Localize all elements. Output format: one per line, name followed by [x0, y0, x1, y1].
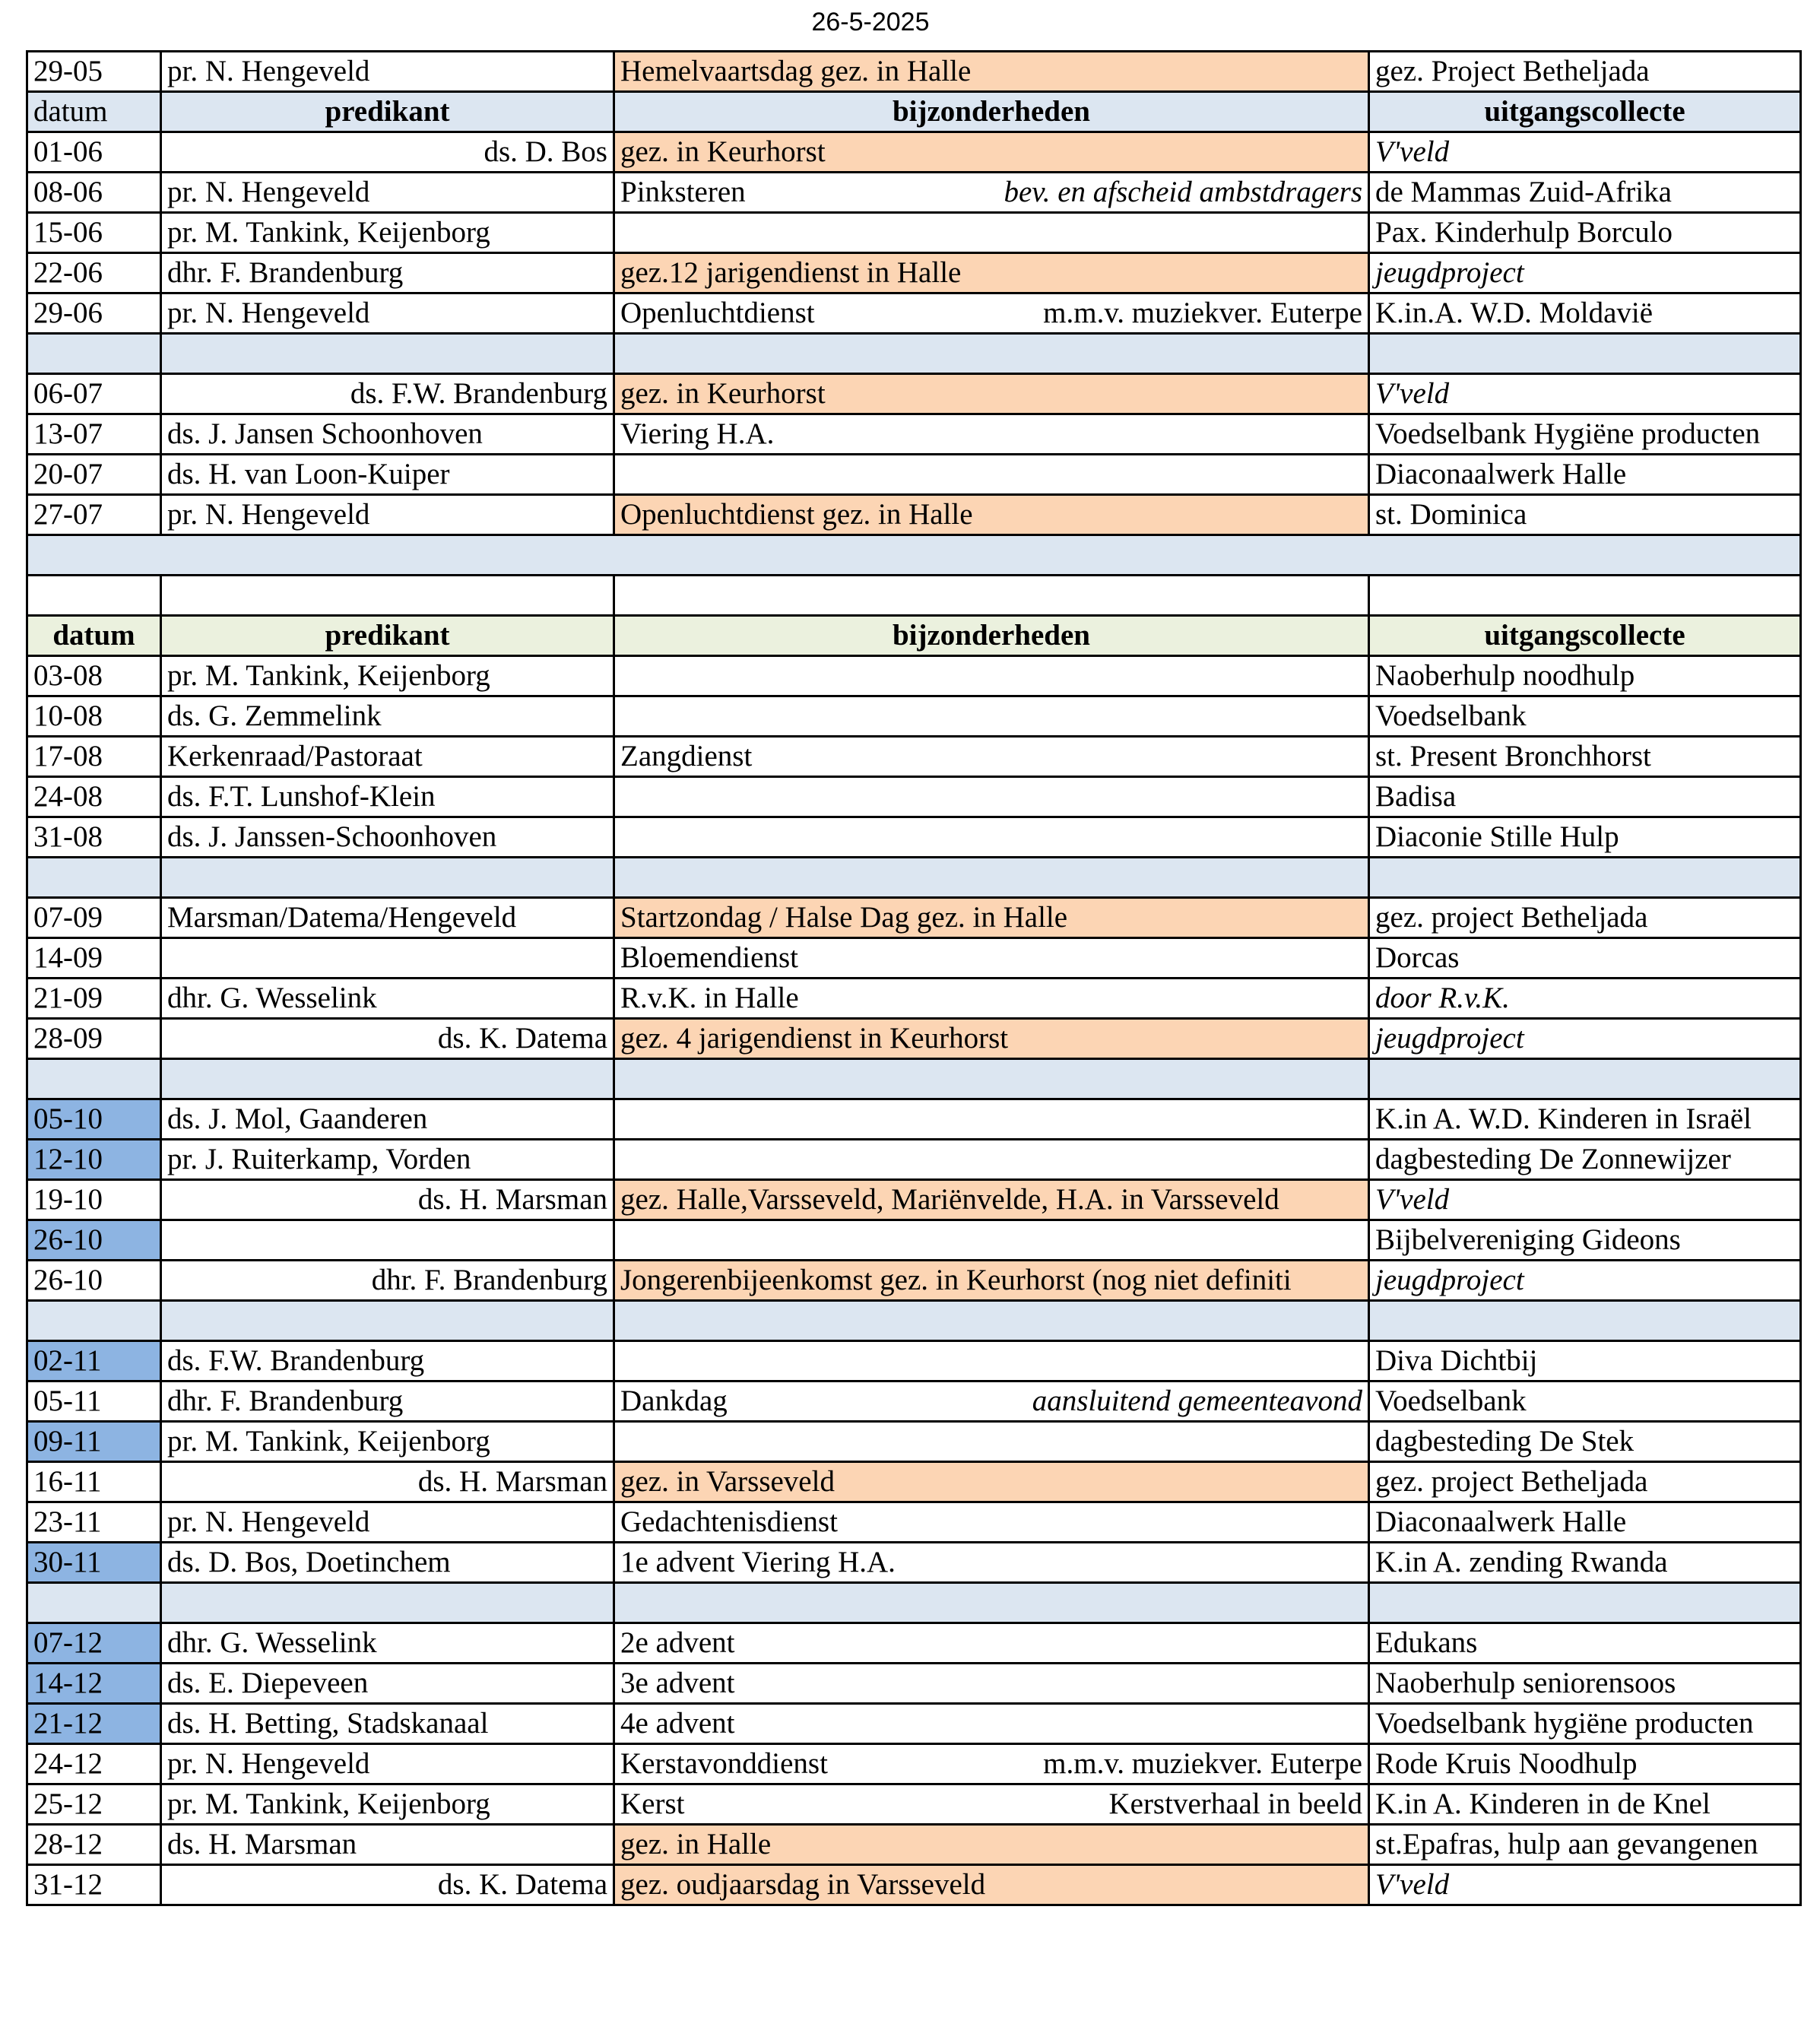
separator-row: [27, 1301, 1801, 1341]
preacher-cell: ds. K. Datema: [161, 1865, 614, 1905]
separator-row: [27, 858, 1801, 898]
separator-cell: [27, 1583, 161, 1623]
details-cell: [614, 817, 1369, 858]
details-cell: [614, 1140, 1369, 1180]
collection-cell: Voedselbank: [1369, 1381, 1801, 1422]
date-cell: 25-12: [27, 1784, 161, 1825]
separator-cell: [614, 1301, 1369, 1341]
preacher-cell: [161, 1220, 614, 1261]
collection-cell: V'veld: [1369, 1865, 1801, 1905]
collection-cell: Rode Kruis Noodhulp: [1369, 1744, 1801, 1784]
collection-cell: Dorcas: [1369, 938, 1801, 979]
table-row: [27, 979, 1801, 1019]
header-predikant: predikant: [161, 616, 614, 656]
separator-cell: [161, 1059, 614, 1099]
separator-cell: [161, 334, 614, 374]
preacher-cell: pr. N. Hengeveld: [161, 1744, 614, 1784]
details-split: [620, 1785, 1362, 1823]
date-cell: 01-06: [27, 132, 161, 173]
separator-row: [27, 535, 1801, 576]
details-cell: Gedachtenisdienst: [614, 1502, 1369, 1543]
preacher-cell: ds. H. Marsman: [161, 1462, 614, 1502]
date-cell: 24-08: [27, 777, 161, 817]
table-row: [27, 1623, 1801, 1664]
collection-cell: jeugdproject: [1369, 1019, 1801, 1059]
details-cell: gez. in Keurhorst: [614, 132, 1369, 173]
table-row: [27, 1704, 1801, 1744]
preacher-cell: ds. H. van Loon-Kuiper: [161, 455, 614, 495]
collection-cell: V'veld: [1369, 374, 1801, 414]
table-row: [27, 1381, 1801, 1422]
details-cell: [614, 1744, 1369, 1784]
details-cell: [614, 455, 1369, 495]
preacher-cell: pr. M. Tankink, Keijenborg: [161, 656, 614, 696]
header-datum: datum: [27, 616, 161, 656]
table-row: [27, 898, 1801, 938]
separator-cell: [1369, 858, 1801, 898]
details-text: Kerst: [620, 1788, 685, 1820]
collection-cell: dagbesteding De Stek: [1369, 1422, 1801, 1462]
preacher-cell: pr. M. Tankink, Keijenborg: [161, 1422, 614, 1462]
details-cell: 4e advent: [614, 1704, 1369, 1744]
preacher-cell: ds. F.T. Lunshof-Klein: [161, 777, 614, 817]
date-cell: 14-09: [27, 938, 161, 979]
preacher-cell: ds. F.W. Brandenburg: [161, 1341, 614, 1381]
collection-cell: gez. Project Betheljada: [1369, 52, 1801, 92]
date-cell: 21-12: [27, 1704, 161, 1744]
date-cell: 21-09: [27, 979, 161, 1019]
collection-cell: jeugdproject: [1369, 1261, 1801, 1301]
details-cell: [614, 656, 1369, 696]
preacher-cell: [161, 938, 614, 979]
details-split: [620, 294, 1362, 332]
table-row: [27, 656, 1801, 696]
separator-cell: [161, 1583, 614, 1623]
preacher-cell: dhr. F. Brandenburg: [161, 1381, 614, 1422]
collection-cell: V'veld: [1369, 1180, 1801, 1220]
date-cell: 29-06: [27, 293, 161, 334]
separator-cell: [27, 1301, 161, 1341]
collection-cell: Naoberhulp noodhulp: [1369, 656, 1801, 696]
date-cell: 10-08: [27, 696, 161, 737]
table-row: [27, 1220, 1801, 1261]
details-cell: [614, 1099, 1369, 1140]
date-cell: 22-06: [27, 253, 161, 293]
details-cell: Jongerenbijeenkomst gez. in Keurhorst (nog niet definiti: [614, 1261, 1369, 1301]
service-schedule-table: [26, 50, 1802, 1906]
details-cell: [614, 1220, 1369, 1261]
separator-cell: [614, 1059, 1369, 1099]
date-cell: 31-08: [27, 817, 161, 858]
date-cell: 07-12: [27, 1623, 161, 1664]
date-cell: 26-10: [27, 1220, 161, 1261]
collection-cell: Edukans: [1369, 1623, 1801, 1664]
date-cell: 15-06: [27, 213, 161, 253]
table-row: [27, 132, 1801, 173]
date-cell: 13-07: [27, 414, 161, 455]
details-cell: gez.12 jarigendienst in Halle: [614, 253, 1369, 293]
table-row: [27, 1865, 1801, 1905]
collection-cell: Voedselbank hygiëne producten: [1369, 1704, 1801, 1744]
details-cell: gez. oudjaarsdag in Varsseveld: [614, 1865, 1369, 1905]
table-row: [27, 253, 1801, 293]
collection-cell: V'veld: [1369, 132, 1801, 173]
table-row: [27, 817, 1801, 858]
collection-cell: Diaconaalwerk Halle: [1369, 1502, 1801, 1543]
table-row: [27, 696, 1801, 737]
details-cell: Bloemendienst: [614, 938, 1369, 979]
preacher-cell: pr. N. Hengeveld: [161, 173, 614, 213]
details-cell: gez. in Keurhorst: [614, 374, 1369, 414]
details-text: Openluchtdienst: [620, 297, 815, 329]
header-bijzonderheden: bijzonderheden: [614, 92, 1369, 132]
date-cell: 27-07: [27, 495, 161, 535]
details-split: [620, 1745, 1362, 1783]
collection-cell: de Mammas Zuid-Afrika: [1369, 173, 1801, 213]
details-cell: [614, 213, 1369, 253]
details-cell: [614, 293, 1369, 334]
table-row: [27, 777, 1801, 817]
date-cell: 06-07: [27, 374, 161, 414]
date-cell: 20-07: [27, 455, 161, 495]
table-row: [27, 1664, 1801, 1704]
details-text: Pinksteren: [620, 176, 746, 208]
header-predikant: predikant: [161, 92, 614, 132]
details-cell: [614, 696, 1369, 737]
separator-cell: [614, 334, 1369, 374]
date-cell: 16-11: [27, 1462, 161, 1502]
details-cell: gez. 4 jarigendienst in Keurhorst: [614, 1019, 1369, 1059]
separator-cell: [1369, 1301, 1801, 1341]
separator-cell: [27, 858, 161, 898]
date-cell: 12-10: [27, 1140, 161, 1180]
table-row: [27, 414, 1801, 455]
separator-cell: [614, 1583, 1369, 1623]
preacher-cell: ds. J. Janssen-Schoonhoven: [161, 817, 614, 858]
preacher-cell: pr. N. Hengeveld: [161, 293, 614, 334]
table-header-row: [27, 616, 1801, 656]
details-cell: Zangdienst: [614, 737, 1369, 777]
collection-cell: Diaconaalwerk Halle: [1369, 455, 1801, 495]
table-row: [27, 1502, 1801, 1543]
details-text: Kerstavonddienst: [620, 1747, 828, 1780]
preacher-cell: ds. D. Bos, Doetinchem: [161, 1543, 614, 1583]
date-cell: 23-11: [27, 1502, 161, 1543]
date-cell: 28-09: [27, 1019, 161, 1059]
date-cell: 26-10: [27, 1261, 161, 1301]
date-cell: 09-11: [27, 1422, 161, 1462]
details-note: Kerstverhaal in beeld: [1108, 1788, 1362, 1820]
table-row: [27, 1422, 1801, 1462]
collection-cell: Diaconie Stille Hulp: [1369, 817, 1801, 858]
preacher-cell: ds. J. Mol, Gaanderen: [161, 1099, 614, 1140]
collection-cell: Diva Dichtbij: [1369, 1341, 1801, 1381]
separator-cell: [27, 334, 161, 374]
collection-cell: st.Epafras, hulp aan gevangenen: [1369, 1825, 1801, 1865]
preacher-cell: pr. M. Tankink, Keijenborg: [161, 1784, 614, 1825]
preacher-cell: ds. D. Bos: [161, 132, 614, 173]
separator-row: [27, 1059, 1801, 1099]
table-row: [27, 1140, 1801, 1180]
date-cell: 03-08: [27, 656, 161, 696]
table-row: [27, 938, 1801, 979]
preacher-cell: ds. H. Marsman: [161, 1180, 614, 1220]
table-row: [27, 1744, 1801, 1784]
date-cell: 31-12: [27, 1865, 161, 1905]
details-split: [620, 1382, 1362, 1420]
preacher-cell: Kerkenraad/Pastoraat: [161, 737, 614, 777]
details-note: m.m.v. muziekver. Euterpe: [1043, 297, 1362, 329]
separator-row: [27, 334, 1801, 374]
collection-cell: Naoberhulp seniorensoos: [1369, 1664, 1801, 1704]
preacher-cell: pr. N. Hengeveld: [161, 52, 614, 92]
details-cell: Startzondag / Halse Dag gez. in Halle: [614, 898, 1369, 938]
table-row: [27, 1462, 1801, 1502]
separator-cell: [161, 858, 614, 898]
separator-cell: [27, 1059, 161, 1099]
date-cell: 08-06: [27, 173, 161, 213]
table-row: [27, 1019, 1801, 1059]
preacher-cell: ds. E. Diepeveen: [161, 1664, 614, 1704]
collection-cell: K.in.A. W.D. Moldavië: [1369, 293, 1801, 334]
date-cell: 14-12: [27, 1664, 161, 1704]
document-date: 26-5-2025: [811, 8, 930, 36]
details-cell: [614, 1381, 1369, 1422]
collection-cell: st. Dominica: [1369, 495, 1801, 535]
preacher-cell: dhr. G. Wesselink: [161, 979, 614, 1019]
date-cell: 05-10: [27, 1099, 161, 1140]
collection-cell: K.in A. Kinderen in de Knel: [1369, 1784, 1801, 1825]
details-cell: gez. Halle,Varsseveld, Mariënvelde, H.A. in Varsseveld: [614, 1180, 1369, 1220]
blank-cell: [27, 576, 161, 616]
table-row: [27, 173, 1801, 213]
table-row: [27, 455, 1801, 495]
collection-cell: Pax. Kinderhulp Borculo: [1369, 213, 1801, 253]
details-cell: [614, 1422, 1369, 1462]
collection-cell: Voedselbank Hygiëne producten: [1369, 414, 1801, 455]
collection-cell: gez. project Betheljada: [1369, 1462, 1801, 1502]
preacher-cell: pr. N. Hengeveld: [161, 495, 614, 535]
table-row: [27, 213, 1801, 253]
header-datum: datum: [27, 92, 161, 132]
details-cell: [614, 1341, 1369, 1381]
details-note: aansluitend gemeenteavond: [1032, 1385, 1362, 1417]
details-cell: 1e advent Viering H.A.: [614, 1543, 1369, 1583]
details-split: [620, 173, 1362, 211]
preacher-cell: ds. H. Betting, Stadskanaal: [161, 1704, 614, 1744]
table-row: [27, 1543, 1801, 1583]
separator-cell: [27, 535, 1801, 576]
separator-cell: [1369, 334, 1801, 374]
collection-cell: Badisa: [1369, 777, 1801, 817]
separator-cell: [161, 1301, 614, 1341]
date-cell: 19-10: [27, 1180, 161, 1220]
preacher-cell: ds. H. Marsman: [161, 1825, 614, 1865]
blank-cell: [161, 576, 614, 616]
collection-cell: jeugdproject: [1369, 253, 1801, 293]
blank-row: [27, 576, 1801, 616]
details-note: bev. en afscheid ambstdragers: [1004, 176, 1362, 208]
table-row: [27, 293, 1801, 334]
date-cell: 17-08: [27, 737, 161, 777]
collection-cell: K.in A. W.D. Kinderen in Israël: [1369, 1099, 1801, 1140]
separator-row: [27, 1583, 1801, 1623]
details-cell: 2e advent: [614, 1623, 1369, 1664]
table-row: [27, 1261, 1801, 1301]
details-cell: R.v.K. in Halle: [614, 979, 1369, 1019]
table-row: [27, 52, 1801, 92]
collection-cell: door R.v.K.: [1369, 979, 1801, 1019]
preacher-cell: ds. F.W. Brandenburg: [161, 374, 614, 414]
details-cell: Openluchtdienst gez. in Halle: [614, 495, 1369, 535]
preacher-cell: pr. M. Tankink, Keijenborg: [161, 213, 614, 253]
collection-cell: gez. project Betheljada: [1369, 898, 1801, 938]
details-cell: gez. in Halle: [614, 1825, 1369, 1865]
table-row: [27, 1825, 1801, 1865]
blank-cell: [1369, 576, 1801, 616]
collection-cell: K.in A. zending Rwanda: [1369, 1543, 1801, 1583]
table-row: [27, 1099, 1801, 1140]
date-cell: 28-12: [27, 1825, 161, 1865]
preacher-cell: pr. J. Ruiterkamp, Vorden: [161, 1140, 614, 1180]
date-cell: 24-12: [27, 1744, 161, 1784]
preacher-cell: Marsman/Datema/Hengeveld: [161, 898, 614, 938]
details-cell: gez. in Varsseveld: [614, 1462, 1369, 1502]
details-cell: [614, 1784, 1369, 1825]
table-row: [27, 495, 1801, 535]
details-cell: Viering H.A.: [614, 414, 1369, 455]
collection-cell: Bijbelvereniging Gideons: [1369, 1220, 1801, 1261]
preacher-cell: ds. K. Datema: [161, 1019, 614, 1059]
schedule-body: [27, 52, 1801, 1905]
date-cell: 02-11: [27, 1341, 161, 1381]
details-text: Dankdag: [620, 1385, 728, 1417]
collection-cell: dagbesteding De Zonnewijzer: [1369, 1140, 1801, 1180]
date-cell: 07-09: [27, 898, 161, 938]
details-note: m.m.v. muziekver. Euterpe: [1043, 1747, 1362, 1780]
table-row: [27, 1341, 1801, 1381]
collection-cell: Voedselbank: [1369, 696, 1801, 737]
details-cell: [614, 173, 1369, 213]
blank-cell: [614, 576, 1369, 616]
preacher-cell: dhr. F. Brandenburg: [161, 1261, 614, 1301]
preacher-cell: ds. G. Zemmelink: [161, 696, 614, 737]
header-uitgangscollecte: uitgangscollecte: [1369, 616, 1801, 656]
separator-cell: [1369, 1059, 1801, 1099]
header-bijzonderheden: bijzonderheden: [614, 616, 1369, 656]
details-cell: 3e advent: [614, 1664, 1369, 1704]
date-cell: 30-11: [27, 1543, 161, 1583]
separator-cell: [1369, 1583, 1801, 1623]
date-cell: 29-05: [27, 52, 161, 92]
preacher-cell: pr. N. Hengeveld: [161, 1502, 614, 1543]
preacher-cell: dhr. G. Wesselink: [161, 1623, 614, 1664]
table-row: [27, 1180, 1801, 1220]
table-header-row: [27, 92, 1801, 132]
separator-cell: [614, 858, 1369, 898]
preacher-cell: dhr. F. Brandenburg: [161, 253, 614, 293]
collection-cell: st. Present Bronchhorst: [1369, 737, 1801, 777]
table-row: [27, 1784, 1801, 1825]
table-row: [27, 374, 1801, 414]
header-uitgangscollecte: uitgangscollecte: [1369, 92, 1801, 132]
date-cell: 05-11: [27, 1381, 161, 1422]
table-row: [27, 737, 1801, 777]
details-cell: [614, 777, 1369, 817]
preacher-cell: ds. J. Jansen Schoonhoven: [161, 414, 614, 455]
details-cell: Hemelvaartsdag gez. in Halle: [614, 52, 1369, 92]
